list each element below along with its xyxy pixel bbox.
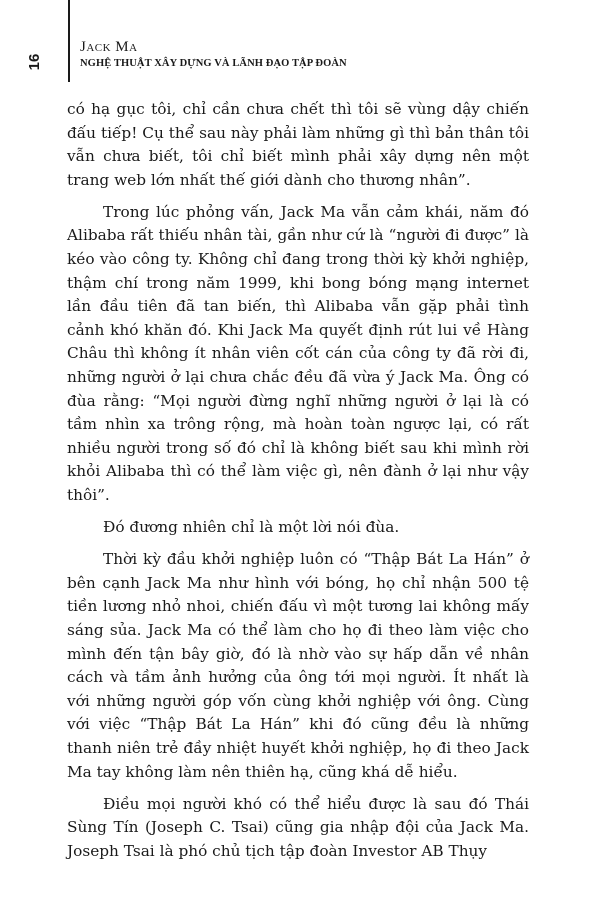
book-subtitle: NGHỆ THUẬT XÂY DỰNG VÀ LÃNH ĐẠO TẬP ĐOÀN (80, 58, 347, 69)
running-header (80, 39, 347, 70)
paragraph: Trong lúc phỏng vấn, Jack Ma vẫn cảm khái, năm đó Alibaba rất thiếu nhân tài, gần như cứ là “người đi được” là kéo vào công ty. Không chỉ đang trong thời kỳ khởi nghiệp, thậm chí trong năm 1999, khi bong bóng mạng internet lần đầu tiên đã tan biến, thì Alibaba vẫn gặp phải tình cảnh khó khăn đó. Khi Jack Ma quyết định rút lui về Hàng Châu thì không ít nhân viên cốt cán của công ty đã rời đi, những người ở lại chưa chắc đều đã vừa ý Jack Ma. Ông có đùa rằng: “Mọi người đừng nghĩ những người ở lại là có tầm nhìn xa trông rộng, mà hoàn toàn ngược lại, có rất nhiều người trong số đó chỉ là không biết sau khi mình rời khỏi Alibaba thì có thể làm việc gì, nên đành ở lại như vậy thôi”. (67, 202, 529, 504)
paragraph: Thời kỳ đầu khởi nghiệp luôn có “Thập Bát La Hán” ở bên cạnh Jack Ma như hình với bóng, họ chỉ nhận 500 tệ tiền lương nhỏ nhoi, chiến đấu vì một tương lai không mấy sáng sủa. Jack Ma có thể làm cho họ đi theo làm việc cho mình đến tận bây giờ, đó là nhờ vào sự hấp dẫn về nhân cách và tầm ảnh hưởng của ông tới mọi người. Ít nhất là với những người góp vốn cùng khởi nghiệp với ông. Cùng với việc “Thập Bát La Hán” khi đó cũng đều là những thanh niên trẻ đầy nhiệt huyết khởi nghiệp, họ đi theo Jack Ma tay không làm nên thiên hạ, cũng khá dễ hiểu. (67, 550, 529, 781)
body-text (67, 98, 529, 872)
paragraph: Đó đương nhiên chỉ là một lời nói đùa. (103, 518, 400, 537)
page-number: 16 (26, 53, 43, 71)
paragraph: có hạ gục tôi, chỉ cần chưa chết thì tôi sẽ vùng dậy chiến đấu tiếp! Cụ thể sau này phải làm những gì thì bản thân tôi vẫn chưa biết, tôi chỉ biết mình phải xây dựng nên một trang web lớn nhất thế giới dành cho thương nhân”. (67, 100, 529, 189)
header-divider (68, 0, 70, 82)
book-title: Jack Ma (80, 39, 138, 55)
paragraph: Điều mọi người khó có thể hiểu được là sau đó Thái Sùng Tín (Joseph C. Tsai) cũng gia nhập đội của Jack Ma. Joseph Tsai là phó chủ tịch tập đoàn Investor AB Thụy (67, 794, 529, 860)
